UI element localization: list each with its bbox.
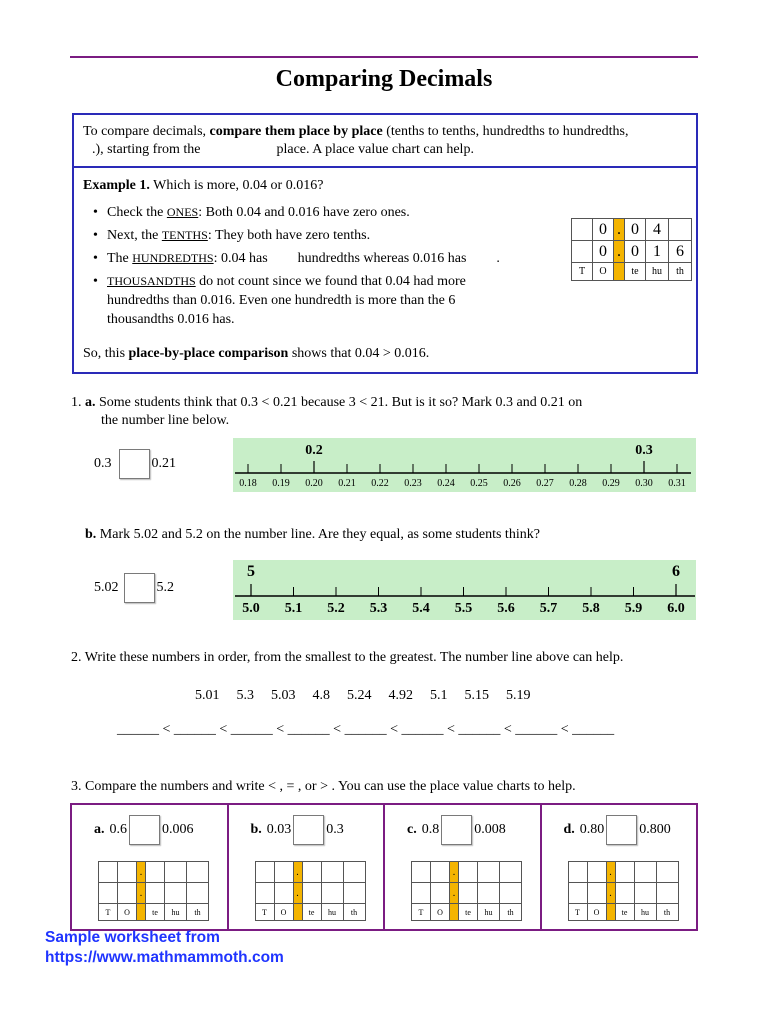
question-1a: 1. a. Some students think that 0.3 < 0.21 because 3 < 21. But is it so? Mark 0.3 and 0.21 on the number line below. (71, 394, 671, 430)
tick-label: 5.1 (284, 601, 303, 616)
left-number: 0.3 (94, 456, 112, 471)
place-label: T (572, 263, 593, 281)
intro-text: (tenths to tenths, hundredths to hundredths, (382, 124, 629, 139)
tick-label: 5.2 (327, 601, 345, 616)
chart-row-1 (572, 219, 692, 241)
order-number: 5.24 (347, 688, 372, 703)
chart-cell[interactable] (587, 862, 606, 883)
order-number: 5.19 (506, 688, 531, 703)
left-number: 0.6 (109, 822, 127, 837)
tick-label: 0.21 (338, 478, 356, 489)
intro-text: place. A place value chart can help. (276, 142, 474, 157)
number-line-1a[interactable] (233, 438, 696, 492)
number-line-1b[interactable] (233, 560, 696, 620)
chart-cell: 1 (646, 241, 669, 263)
intro-line-1 (83, 123, 687, 141)
place-label (606, 904, 615, 921)
top-divider (70, 56, 698, 58)
chart-cell[interactable] (634, 883, 656, 904)
order-number: 4.8 (312, 688, 330, 703)
tick-label: 6.0 (667, 601, 685, 616)
intro-line-2 (83, 141, 687, 159)
chart-cell[interactable] (615, 862, 634, 883)
place-value-chart (411, 861, 522, 921)
chart-cell[interactable] (500, 862, 522, 883)
place-label: O (118, 904, 137, 921)
example-place-value-chart (571, 218, 692, 281)
intro-bold: compare them place by place (209, 124, 383, 139)
number-line-mark-label: 6 (672, 563, 680, 580)
chart-cell[interactable] (656, 883, 678, 904)
chart-cell[interactable] (634, 862, 656, 883)
compare-expression (564, 815, 671, 845)
order-number: 5.03 (271, 688, 296, 703)
compare-1b (94, 573, 174, 603)
right-number: 0.008 (474, 822, 506, 837)
chart-cell: 6 (669, 241, 692, 263)
left-number: 0.80 (579, 822, 605, 837)
item-letter: d. (563, 822, 575, 837)
tenths-term: TENTHS (161, 228, 208, 242)
place-label (614, 263, 625, 281)
place-label: T (568, 904, 587, 921)
order-number: 5.01 (195, 688, 220, 703)
chart-label-row (255, 904, 365, 921)
chart-cell[interactable] (302, 862, 321, 883)
decimal-point-cell: . (606, 862, 615, 883)
place-label: th (500, 904, 522, 921)
compare-item-c (385, 805, 542, 929)
compare-expression (94, 815, 194, 845)
step-tenths: • Next, the TENTHS: They both have zero tenths. (97, 226, 517, 245)
place-label: te (625, 263, 646, 281)
place-label: th (187, 904, 209, 921)
chart-row (568, 862, 678, 883)
chart-cell[interactable] (343, 883, 365, 904)
item-letter: c. (407, 822, 417, 837)
place-label: te (615, 904, 634, 921)
chart-cell[interactable] (187, 883, 209, 904)
decimal-point-cell: . (450, 883, 459, 904)
place-label: hu (478, 904, 500, 921)
place-value-chart (568, 861, 679, 921)
chart-cell[interactable] (118, 883, 137, 904)
question-1b: b. Mark 5.02 and 5.2 on the number line. Are they equal, as some students think? (85, 527, 540, 542)
chart-row (568, 883, 678, 904)
decimal-point-cell: . (137, 862, 146, 883)
compare-expression (251, 815, 344, 845)
chart-row (99, 883, 209, 904)
intro-text: To compare decimals, (83, 124, 210, 139)
tick-label: 0.19 (272, 478, 290, 489)
example-heading (83, 177, 687, 195)
number-line-mark-label: 5 (247, 563, 255, 580)
compare-1a (94, 449, 176, 479)
chart-cell[interactable] (146, 862, 165, 883)
step-hundredths: • The HUNDREDTHS: 0.04 has hundredths whereas 0.016 has . (97, 249, 517, 268)
number-line-1a-svg (233, 438, 696, 492)
intro-box (72, 113, 698, 167)
place-label: hu (321, 904, 343, 921)
place-label: O (587, 904, 606, 921)
tick-label: 5.5 (454, 601, 473, 616)
chart-cell[interactable] (99, 862, 118, 883)
left-number: 0.8 (421, 822, 440, 837)
chart-cell[interactable] (321, 883, 343, 904)
chart-cell[interactable] (568, 883, 587, 904)
chart-cell[interactable] (146, 883, 165, 904)
place-label (137, 904, 146, 921)
chart-label-row (568, 904, 678, 921)
chart-cell (669, 219, 692, 241)
place-value-chart (98, 861, 209, 921)
place-label: T (99, 904, 118, 921)
numbers-to-order (195, 688, 548, 704)
tick-label: 5.8 (582, 601, 600, 616)
chart-cell[interactable] (615, 883, 634, 904)
chart-row (412, 862, 522, 883)
place-label: te (459, 904, 478, 921)
place-label: hu (646, 263, 669, 281)
place-label: hu (165, 904, 187, 921)
chart-cell[interactable] (459, 883, 478, 904)
tick-label: 5.0 (242, 601, 260, 616)
chart-cell[interactable] (478, 883, 500, 904)
tick-label: 0.23 (404, 478, 422, 489)
place-label: th (656, 904, 678, 921)
chart-row (255, 883, 365, 904)
answer-box-1a[interactable] (119, 449, 150, 479)
place-label: th (343, 904, 365, 921)
chart-label-row (412, 904, 522, 921)
example-label: Example 1. (83, 178, 150, 193)
right-number: 0.21 (151, 456, 176, 471)
number-line-1b-svg (233, 560, 696, 620)
chart-cell (572, 241, 593, 263)
chart-cell[interactable] (431, 862, 450, 883)
right-number: 0.800 (639, 822, 671, 837)
right-number: 0.006 (162, 822, 194, 837)
tick-label: 0.29 (602, 478, 620, 489)
chart-cell[interactable] (412, 883, 431, 904)
chart-cell: 0 (625, 241, 646, 263)
answer-box-1b[interactable] (124, 573, 155, 603)
order-number: 5.3 (236, 688, 254, 703)
number-line-mark-label: 0.3 (635, 443, 653, 458)
answer-box[interactable] (606, 815, 637, 845)
place-label: T (412, 904, 431, 921)
decimal-point-cell: . (293, 883, 302, 904)
ones-term: ONES (166, 205, 199, 219)
question-3-grid (70, 803, 698, 931)
chart-cell[interactable] (274, 883, 293, 904)
chart-row (99, 862, 209, 883)
place-label: T (255, 904, 274, 921)
thousandths-term: THOUSANDTHS (107, 274, 196, 288)
compare-expression (407, 815, 506, 845)
chart-row (255, 862, 365, 883)
place-label: O (274, 904, 293, 921)
question-2: 2. Write these numbers in order, from the smallest to the greatest. The number line above can help. (71, 650, 624, 665)
chart-cell[interactable] (255, 883, 274, 904)
chart-cell[interactable] (412, 862, 431, 883)
left-number: 5.02 (94, 580, 119, 595)
decimal-point-cell: . (614, 219, 625, 241)
chart-cell[interactable] (321, 862, 343, 883)
compare-item-b (229, 805, 386, 929)
place-label: O (431, 904, 450, 921)
tick-label: 0.28 (569, 478, 587, 489)
decimal-point-cell: . (293, 862, 302, 883)
place-label: te (146, 904, 165, 921)
chart-cell[interactable] (343, 862, 365, 883)
chart-cell (572, 219, 593, 241)
item-letter: b. (250, 822, 262, 837)
tick-label: 0.20 (305, 478, 323, 489)
footer-credit[interactable] (45, 928, 284, 968)
intro-text: .), starting from the (92, 142, 201, 157)
tick-label: 0.24 (437, 478, 455, 489)
place-label: te (302, 904, 321, 921)
right-number: 0.3 (326, 822, 344, 837)
chart-cell[interactable] (165, 862, 187, 883)
place-label (293, 904, 302, 921)
tick-label: 0.18 (239, 478, 257, 489)
place-label: th (669, 263, 692, 281)
chart-cell[interactable] (656, 862, 678, 883)
tick-label: 5.4 (412, 601, 430, 616)
chart-cell: 4 (646, 219, 669, 241)
order-number: 4.92 (388, 688, 413, 703)
right-number: 5.2 (156, 580, 174, 595)
decimal-point-cell: . (606, 883, 615, 904)
chart-cell[interactable] (274, 862, 293, 883)
tick-label: 5.7 (539, 601, 558, 616)
hundredths-term: HUNDREDTHS (132, 251, 214, 265)
left-number: 0.03 (266, 822, 292, 837)
chart-cell[interactable] (459, 862, 478, 883)
tick-label: 5.3 (369, 601, 388, 616)
chart-row (412, 883, 522, 904)
compare-item-a (72, 805, 229, 929)
example-conclusion: So, this place-by-place comparison shows that 0.04 > 0.016. (83, 346, 430, 361)
chart-label-row (99, 904, 209, 921)
chart-label-row (572, 263, 692, 281)
tick-label: 0.26 (503, 478, 521, 489)
question-1a-line-2: the number line below. (101, 413, 230, 428)
chart-cell[interactable] (165, 883, 187, 904)
chart-cell[interactable] (187, 862, 209, 883)
tick-label: 0.25 (470, 478, 488, 489)
footer-link[interactable]: https://www.mathmammoth.com (45, 949, 284, 966)
order-number: 5.1 (430, 688, 448, 703)
number-line-mark-label: 0.2 (305, 443, 323, 458)
chart-cell[interactable] (478, 862, 500, 883)
decimal-point-cell: . (614, 241, 625, 263)
tick-label: 0.31 (668, 478, 686, 489)
tick-label: 0.22 (371, 478, 389, 489)
chart-row-2 (572, 241, 692, 263)
decimal-point-cell: . (450, 862, 459, 883)
question-3: 3. Compare the numbers and write < , = , or > . You can use the place value charts to help. (71, 779, 576, 794)
tick-label: 5.9 (624, 601, 643, 616)
footer-line-1: Sample worksheet from (45, 929, 220, 946)
example-question: Which is more, 0.04 or 0.016? (149, 178, 324, 193)
item-letter: a. (94, 822, 105, 837)
decimal-point-cell: . (137, 883, 146, 904)
place-label (450, 904, 459, 921)
step-ones: • Check the ONES: Both 0.04 and 0.016 have zero ones. (97, 203, 517, 222)
chart-cell[interactable] (431, 883, 450, 904)
ordering-blanks[interactable]: ______ < ______ < ______ < ______ < ______ < ______ < ______ < ______ < ______ (117, 722, 615, 737)
answer-box[interactable] (293, 815, 324, 845)
chart-cell[interactable] (568, 862, 587, 883)
chart-cell[interactable] (255, 862, 274, 883)
answer-box[interactable] (129, 815, 160, 845)
chart-cell[interactable] (118, 862, 137, 883)
tick-label: 0.27 (536, 478, 554, 489)
answer-box[interactable] (441, 815, 472, 845)
compare-item-d (542, 805, 697, 929)
chart-cell[interactable] (500, 883, 522, 904)
order-number: 5.15 (464, 688, 489, 703)
chart-cell: 0 (593, 219, 614, 241)
tick-label: 5.6 (497, 601, 515, 616)
place-label: O (593, 263, 614, 281)
page-title: Comparing Decimals (275, 66, 493, 92)
chart-cell[interactable] (302, 883, 321, 904)
chart-cell: 0 (593, 241, 614, 263)
place-value-chart (255, 861, 366, 921)
chart-cell[interactable] (587, 883, 606, 904)
chart-cell[interactable] (99, 883, 118, 904)
step-thousandths: • THOUSANDTHS do not count since we found that 0.04 had more hundredths than 0.016. Even one hundredth is more than the 6 thousandths 0.016 has. (97, 272, 517, 329)
tick-label: 0.30 (635, 478, 653, 489)
place-label: hu (634, 904, 656, 921)
chart-cell: 0 (625, 219, 646, 241)
